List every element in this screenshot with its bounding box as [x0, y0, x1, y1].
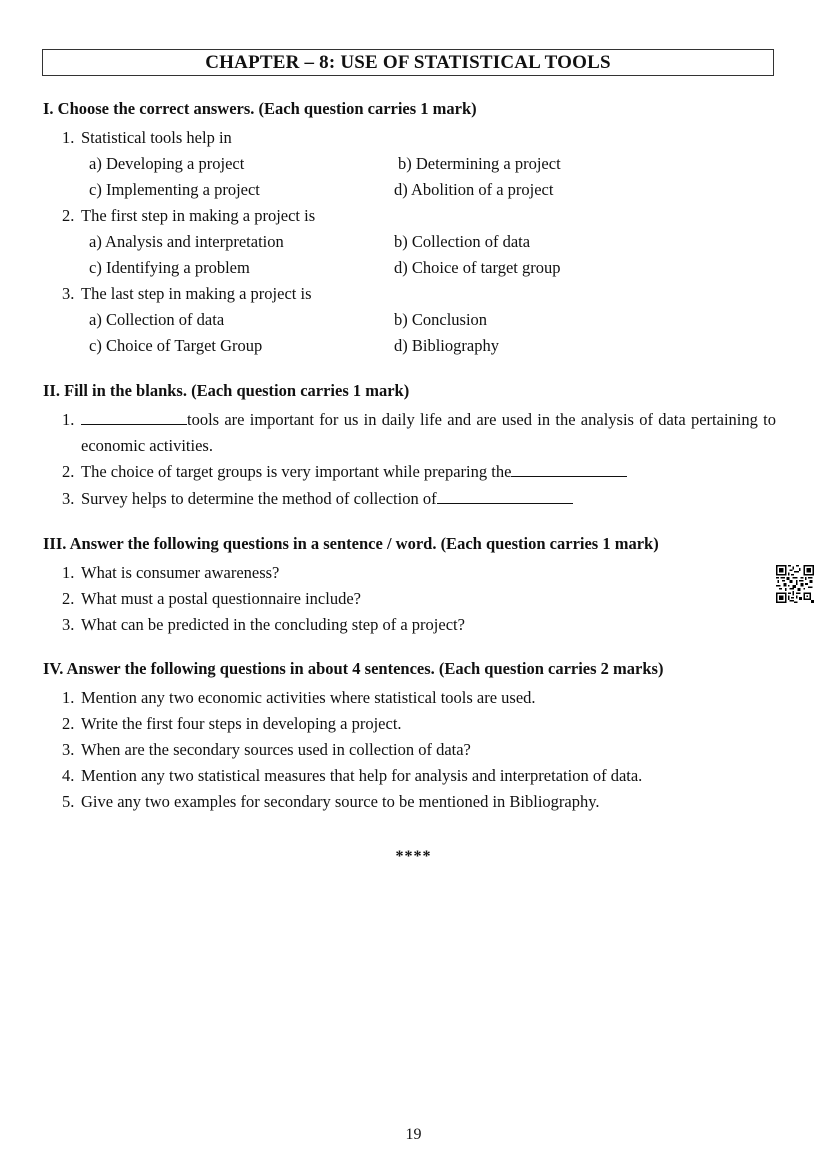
question: 3. When are the secondary sources used in collection of data? — [62, 740, 471, 759]
option: b) Determining a project — [398, 154, 561, 173]
question: 3. The last step in making a project is — [62, 284, 312, 303]
section-heading: IV. Answer the following questions in about 4 sentences. (Each question carries 2 marks) — [43, 659, 664, 678]
options-row — [43, 255, 783, 281]
answer-blank — [511, 462, 627, 477]
question: 1. Mention any two economic activities where statistical tools are used. — [62, 688, 536, 707]
question: 1. Statistical tools help in — [62, 128, 232, 147]
question: 1. What is consumer awareness? — [62, 563, 280, 582]
option: a) Analysis and interpretation — [89, 232, 284, 251]
question: 2. The choice of target groups is very important while preparing the — [43, 459, 783, 485]
question: 3. Survey helps to determine the method of collection of — [43, 486, 783, 512]
question: 1. tools are important for us in daily life and are used in the analysis of data pertaining to economic activities. — [62, 410, 776, 455]
option: c) Choice of Target Group — [89, 336, 263, 355]
section-fill-blanks — [43, 381, 783, 512]
options-row — [43, 151, 783, 177]
option: d) Choice of target group — [394, 258, 561, 277]
option: b) Collection of data — [394, 232, 531, 251]
question: 4. Mention any two statistical measures that help for analysis and interpretation of data. — [62, 766, 643, 785]
question: 5. Give any two examples for secondary source to be mentioned in Bibliography. — [62, 792, 600, 811]
section-heading: II. Fill in the blanks. (Each question carries 1 mark) — [43, 381, 410, 400]
options-row — [43, 229, 783, 255]
option: a) Developing a project — [89, 154, 245, 173]
page-number: 19 — [405, 1126, 422, 1143]
section-heading: I. Choose the correct answers. (Each question carries 1 mark) — [43, 99, 477, 118]
options-row — [43, 333, 783, 359]
section-long-answer — [43, 659, 783, 815]
option: c) Implementing a project — [89, 180, 260, 199]
option: c) Identifying a problem — [89, 258, 250, 277]
section-multiple-choice — [43, 99, 783, 359]
end-marker: **** — [395, 848, 432, 865]
options-row — [43, 307, 783, 333]
option: b) Conclusion — [394, 310, 488, 329]
question: 2. The first step in making a project is — [62, 206, 316, 225]
section-heading: III. Answer the following questions in a sentence / word. (Each question carries 1 mark) — [43, 534, 659, 553]
question: 2. Write the first four steps in developing a project. — [62, 714, 402, 733]
options-row — [43, 177, 783, 203]
question: 2. What must a postal questionnaire include? — [62, 589, 361, 608]
option: d) Abolition of a project — [394, 180, 554, 199]
answer-blank — [437, 489, 573, 504]
option: d) Bibliography — [394, 336, 499, 355]
option: a) Collection of data — [89, 310, 225, 329]
chapter-title: CHAPTER – 8: USE OF STATISTICAL TOOLS — [42, 49, 774, 76]
section-short-answer — [43, 534, 783, 638]
qr-code-icon — [776, 565, 814, 603]
answer-blank — [81, 410, 187, 425]
question: 3. What can be predicted in the concluding step of a project? — [62, 615, 465, 634]
